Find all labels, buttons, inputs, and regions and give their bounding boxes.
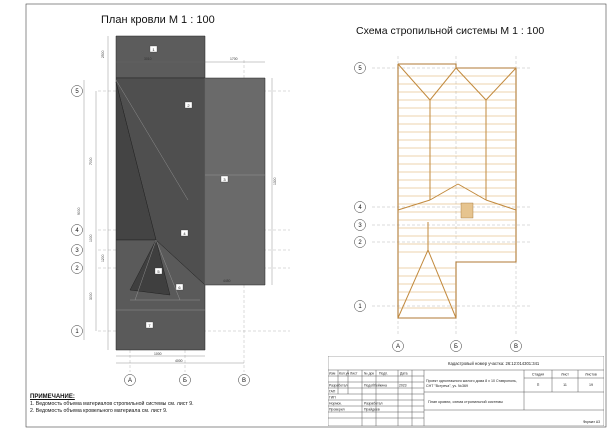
stage-value: 19 xyxy=(589,383,593,387)
axis-label: 2 xyxy=(75,266,79,273)
axis-label: 3 xyxy=(75,248,79,255)
roof-slope xyxy=(205,78,265,285)
dimension-label: 1200 xyxy=(101,254,105,262)
dimension-label: 9000 xyxy=(77,207,81,215)
rafter-scheme xyxy=(355,56,531,352)
stage-header: Лист xyxy=(561,372,569,377)
dimension-label: 1000 xyxy=(89,234,93,242)
stamp-name: Прайдеев xyxy=(364,407,380,412)
stamp-name: Разработал xyxy=(364,401,383,406)
slope-mark: 3 xyxy=(223,177,226,182)
axis-label: 4 xyxy=(75,228,79,235)
stamp-col-header: Изм xyxy=(329,371,336,376)
axis-label: 2 xyxy=(358,240,362,247)
sheet-title: План кровли, схема стропильной системы xyxy=(428,400,503,404)
stamp-role: Нормок. xyxy=(329,401,342,406)
dimension-label: 1700 xyxy=(230,57,238,61)
dimension-label: 4000 xyxy=(175,359,183,363)
stamp-year: 2023 xyxy=(399,383,407,388)
slope-mark: 5 xyxy=(157,269,160,274)
stamp-role: ГИП xyxy=(329,395,336,400)
rafter-scheme-title: Схема стропильной системы М 1 : 100 xyxy=(356,25,545,37)
cadastral-number: Кадастровый номер участка: 26:12:014301:341 xyxy=(448,361,540,366)
axis-label: 1 xyxy=(75,329,79,336)
dimension-label: 4450 xyxy=(223,279,231,283)
stamp-name: Подоббейкина xyxy=(364,383,387,388)
stage-header: Листов xyxy=(585,372,597,377)
axis-label: А xyxy=(127,378,133,385)
dimension-label: 1000 xyxy=(154,352,162,356)
dimension-label: 3010 xyxy=(144,57,152,61)
dimension-label: 2500 xyxy=(101,50,105,58)
axis-label: В xyxy=(513,344,519,351)
axis-label: 4 xyxy=(358,205,362,212)
notes-block xyxy=(30,394,194,415)
title-block xyxy=(328,356,604,426)
stamp-col-header: № док xyxy=(364,371,374,376)
axis-label: 1 xyxy=(358,304,362,311)
project-name: Проект одноэтажного жилого дома 8 х 10 Ставрополь, СНТ "Встреча", уч. №369 xyxy=(426,379,517,388)
stamp-role: ГАП xyxy=(329,389,336,394)
axis-label: Б xyxy=(454,344,458,351)
format-label: Формат А3 xyxy=(582,420,600,424)
roof-plan xyxy=(72,36,291,386)
stamp-col-header: Подп. xyxy=(379,371,389,376)
slope-mark: 6 xyxy=(178,285,181,290)
note-item: 2. Ведомость объема кровельного материала см. лист 9. xyxy=(30,408,168,414)
axis-label: В xyxy=(241,378,247,385)
stage-value: 11 xyxy=(563,383,567,387)
stamp-col-header: Дата xyxy=(400,371,408,376)
roof-plan-title: План кровли М 1 : 100 xyxy=(101,14,215,26)
dimension-label: 1300 xyxy=(273,177,277,185)
slope-mark: 1 xyxy=(152,47,155,52)
roof-slope xyxy=(116,36,205,78)
axis-label: А xyxy=(395,344,401,351)
dimension-label: 7000 xyxy=(89,157,93,165)
axis-label: 5 xyxy=(358,66,362,73)
stamp-role: Проверил xyxy=(329,407,345,412)
stamp-col-header: Кол.уч xyxy=(339,371,350,376)
axis-label: 5 xyxy=(75,89,79,96)
stamp-role: Разработал xyxy=(329,383,348,388)
slope-mark: 2 xyxy=(187,103,190,108)
stage-header: Стадия xyxy=(531,372,545,377)
stage-value: П xyxy=(536,383,540,387)
note-item: 1. Ведомость объема материалов стропильной системы см. лист 9. xyxy=(30,401,194,407)
slope-mark: 4 xyxy=(183,231,186,236)
slope-mark: 7 xyxy=(148,323,151,328)
axis-label: Б xyxy=(183,378,187,385)
dimension-label: 3000 xyxy=(89,292,93,300)
notes-header: ПРИМЕЧАНИЕ: xyxy=(30,394,75,400)
axis-label: 3 xyxy=(358,223,362,230)
stamp-col-header: Лист xyxy=(350,371,358,376)
